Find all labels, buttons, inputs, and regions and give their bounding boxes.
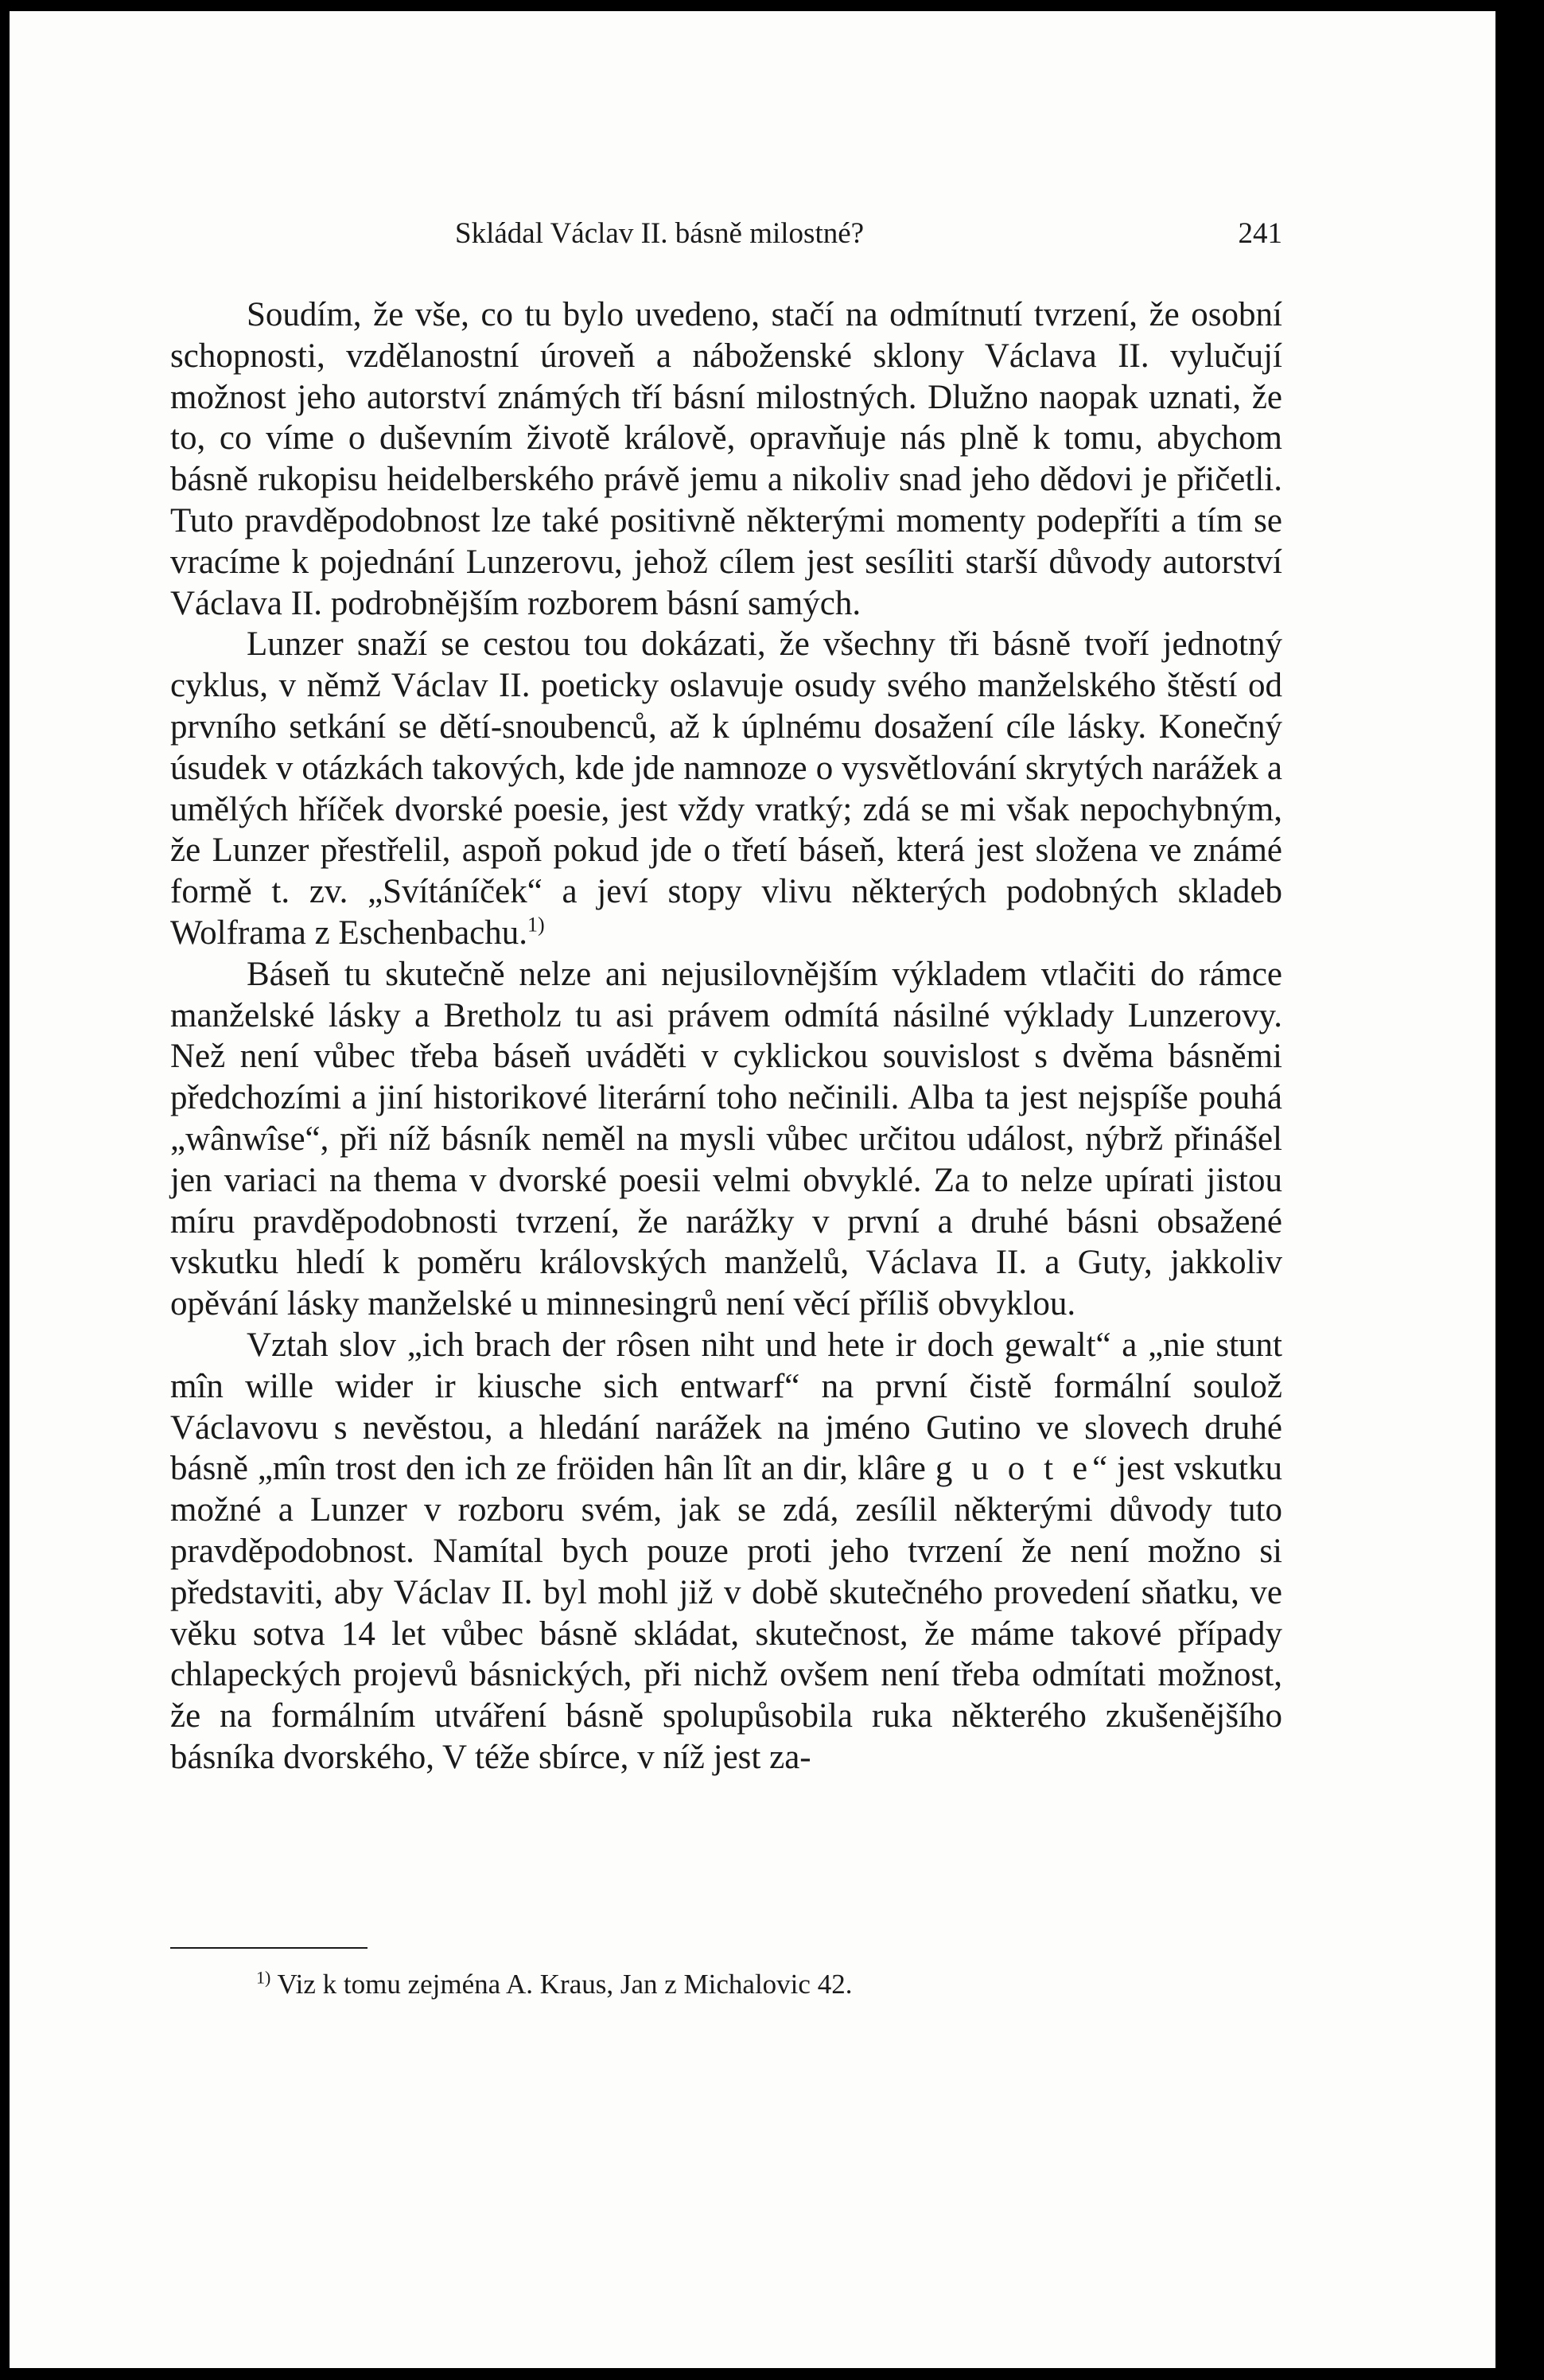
spaced-word: g u o t e bbox=[935, 1450, 1093, 1488]
page-header bbox=[170, 216, 1282, 264]
paragraph-4-text-start: Vztah slov „ich brach der rôsen niht und hete ir doch gewalt“ a „nie stunt mîn wille wider ir kiusche sich entwarf“ na první čistě formální soulož Václavovu s nevěstou, a hledání narážek na jméno Gutino ve slovech druhé básně „mîn trost den ich ze fröiden hân lît an dir, klâre bbox=[170, 1326, 1282, 1488]
paragraph-2 bbox=[170, 624, 1282, 953]
paragraph-4 bbox=[170, 1325, 1282, 1778]
footnote-marker: 1) bbox=[256, 1967, 271, 1988]
paragraph-3: Báseň tu skutečně nelze ani nejusilovnějším výkladem vtlačiti do rámce manželské lásky a Bretholz tu asi právem odmítá násilné výklady Lunzerovy. Než není vůbec třeba báseň uváděti v cyklickou souvislost s dvěma básněmi předchozími a jiní historikové literární toho nečinili. Alba ta jest nejspíše pouhá „wânwîse“, při níž básník neměl na mysli vůbec určitou událost, nýbrž přinášel jen variaci na thema v dvorské poesii velmi obvyklé. Za to nelze upírati jistou míru pravděpodobnosti tvrzení, že narážky v první a druhé básni obsažené vskutku hledí k poměru královských manželů, Václava II. a Guty, jakkoliv opěvání lásky manželské u minnesingrů není věcí příliš obvyklou. bbox=[170, 955, 1282, 1323]
paragraph-4-text-end: jest vskutku možné a Lunzer v rozboru svém, jak se zdá, zesílil některými důvody tuto pravděpodobnost. Namítal bych pouze proti jeho tvrzení že není možno si představiti, aby Václav II. byl mohl již v době skutečného provedení sňatku, ve věku sotva 14 let vůbec básně skládat, skutečnost, že máme takové případy chlapeckých projevů básnických, při nichž ovšem není třeba odmítati možnost, že na formálním utváření básně spolupůsobila ruka některého zkušenějšího básníka dvorského, V téže sbírce, v níž jest za- bbox=[170, 1450, 1283, 1776]
spaced-word-close-quote: “ bbox=[1092, 1450, 1108, 1488]
main-text bbox=[170, 294, 1282, 1778]
paragraph-1: Soudím, že vše, co tu bylo uvedeno, stačí na odmítnutí tvrzení, že osobní schopnosti, vzdělanostní úroveň a náboženské sklony Václava II. vylučují možnost jeho autorství známých tří básní milostných. Dlužno naopak uznati, že to, co víme o duševním životě králově, opravňuje nás plně k tomu, abychom básně rukopisu heidelberského právě jemu a nikoliv snad jeho dědovi je přičetli. Tuto pravděpodobnost lze také positivně některými momenty podepříti a tím se vracíme k pojednání Lunzerovu, jehož cílem jest sesíliti starší důvody autorství Václava II. podrobnějším rozborem básní samých. bbox=[170, 296, 1282, 622]
paragraph-2-text: Lunzer snaží se cestou tou dokázati, že všechny tři básně tvoří jednotný cyklus, v němž Václav II. poeticky oslavuje osudy svého manželského štěstí od prvního setkání se dětí-snoubenců, až k úplnému dosažení cíle lásky. Konečný úsudek v otázkách takových, kde jde namnoze o vysvětlování skrytých narážek a umělých hříček dvorské poesie, jest vždy vratký; zdá se mi však nepochybným, že Lunzer přestřelil, aspoň pokud jde o třetí báseň, která jest složena ve známé formě t. zv. „Svítáníček“ a jeví stopy vlivu některých podobných skladeb Wolframa z Eschenbachu. bbox=[170, 625, 1282, 952]
footnote-text: Viz k tomu zejména A. Kraus, Jan z Michalovic 42. bbox=[277, 1969, 853, 2000]
running-title: Skládal Václav II. básně milostné? bbox=[455, 217, 865, 250]
footnote-reference: 1) bbox=[527, 913, 545, 937]
page-number: 241 bbox=[1238, 217, 1282, 250]
footnote-divider bbox=[170, 1947, 368, 1949]
footnote bbox=[256, 1967, 852, 2002]
